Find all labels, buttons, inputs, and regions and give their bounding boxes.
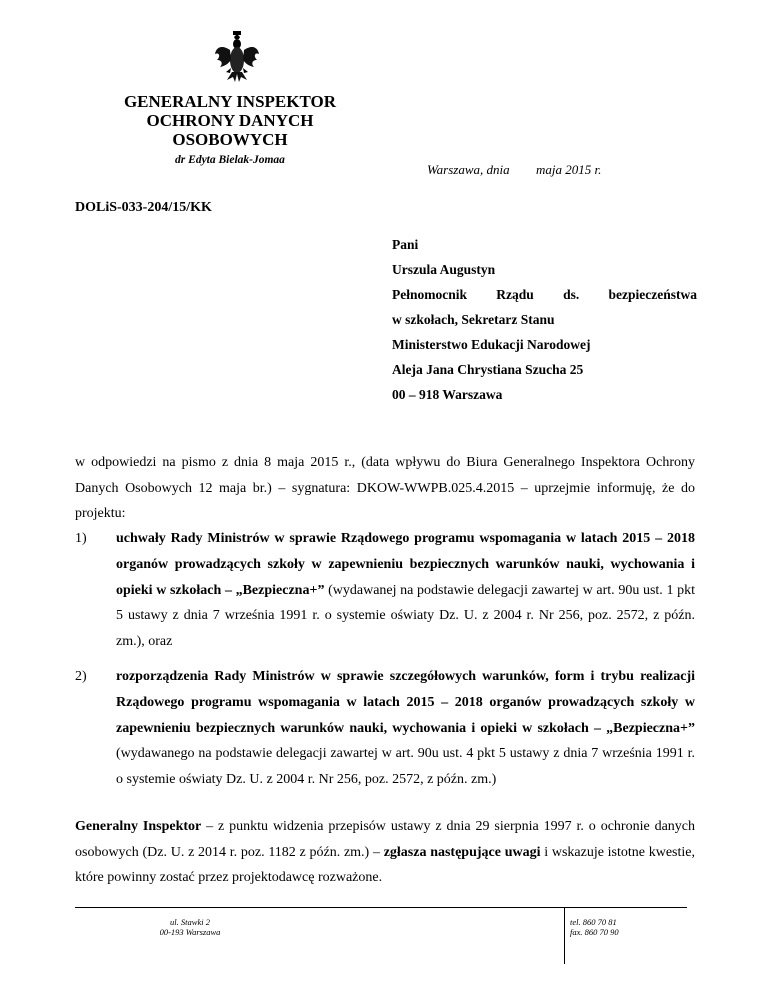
project-list <box>75 526 695 802</box>
addressee-name: Urszula Augustyn <box>392 262 496 277</box>
institution-line-3: OSOBOWYCH <box>172 130 288 149</box>
addressee-city: 00 – 918 Warszawa <box>392 387 503 402</box>
list-item-title: rozporządzenia Rady Ministrów w sprawie szczegółowych warunków, form i trybu realizacji Rządowego programu wspomagania w latach 2015 – 2018 organów prowadzących szkoły w zapewnieniu bezpiecznych warunków nauki, wychowania i opieki w szkołach – „Bezpieczna+” <box>116 668 695 736</box>
list-item-number: 1) <box>75 531 87 546</box>
conclusion-emphasis: zgłasza następujące uwagi <box>383 844 541 860</box>
role-word: Rządu <box>496 287 534 302</box>
addressee-salutation: Pani <box>392 237 419 252</box>
addressee-street: Aleja Jana Chrystiana Szucha 25 <box>392 362 584 377</box>
list-item-detail: (wydawanej na podstawie delegacji zawartej w art. 90u ust. 1 pkt 5 ustawy z dnia 7 września 1991 r. o systemie oświaty Dz. U. z 2004 r. Nr 256, poz. 2572, z późn. zm.), oraz <box>116 582 695 650</box>
list-item <box>75 526 695 655</box>
conclusion-lead: Generalny Inspektor <box>75 819 202 834</box>
list-item-title: uchwały Rady Ministrów w sprawie Rządowego programu wspomagania w latach 2015 – 2018 organów prowadzących szkoły w zapewnieniu bezpiecznych warunków nauki, wychowania i opieki w szkołach – „Bezpieczna+” <box>116 531 695 598</box>
footer-street: ul. Stawki 2 <box>170 917 210 927</box>
conclusion-part-1: – z punktu widzenia przepisów ustawy z dnia 29 sierpnia 1997 r. o ochronie danych osobowych (Dz. U. z 2014 r. poz. 1182 z późn. zm.) – <box>75 819 695 860</box>
role-word: Pełnomocnik <box>392 287 468 302</box>
eagle-emblem-icon <box>213 30 261 84</box>
footer-city: 00-193 Warszawa <box>159 927 221 937</box>
date-label: maja 2015 r. <box>536 162 602 177</box>
list-item-text <box>116 664 695 793</box>
footer-contact <box>570 917 680 937</box>
footer-divider <box>75 907 687 908</box>
institution-line-1: GENERALNY INSPEKTOR <box>123 92 337 111</box>
institution-line-2: OCHRONY DANYCH <box>146 111 314 130</box>
list-item-detail: (wydawanego na podstawie delegacji zawartej w art. 90u ust. 4 pkt 5 ustawy z dnia 7 września 1991 r. o systemie oświaty Dz. U. z 2004 r. Nr 256, poz. 2572, z późn. zm.) <box>116 746 695 788</box>
role-word: ds. <box>563 287 580 302</box>
list-item-number: 2) <box>75 668 87 684</box>
addressee-role-line-1 <box>392 282 697 307</box>
intro-paragraph: w odpowiedzi na pismo z dnia 8 maja 2015 r., (data wpływu do Biura Generalnego Inspektora Ochrony Danych Osobowych 12 maja br.) – sygnatura: DKOW-WWPB.025.4.2015 – uprzejmie informuję, że do projektu: <box>75 455 695 521</box>
list-item <box>75 664 695 793</box>
footer-vertical-divider <box>564 908 565 964</box>
addressee-role-line-2: w szkołach, Sekretarz Stanu <box>392 312 555 327</box>
footer-tel: tel. 860 70 81 <box>570 917 617 927</box>
conclusion-paragraph <box>75 814 695 891</box>
reference-number: DOLiS-033-204/15/KK <box>75 200 212 215</box>
footer-address <box>140 917 240 937</box>
signatory-name: dr Edyta Bielak-Jomaa <box>175 154 285 166</box>
footer-fax: fax. 860 70 90 <box>570 927 619 937</box>
institution-name <box>90 92 370 149</box>
list-item-text <box>116 526 695 655</box>
addressee-ministry: Ministerstwo Edukacji Narodowej <box>392 337 591 352</box>
addressee-block <box>392 232 697 407</box>
place-label: Warszawa, dnia <box>427 162 510 177</box>
conclusion-part-2: i wskazuje istotne kwestie, które powinny zostać przez projektodawcę rozważone. <box>75 844 695 885</box>
role-word: bezpieczeństwa <box>608 287 697 302</box>
